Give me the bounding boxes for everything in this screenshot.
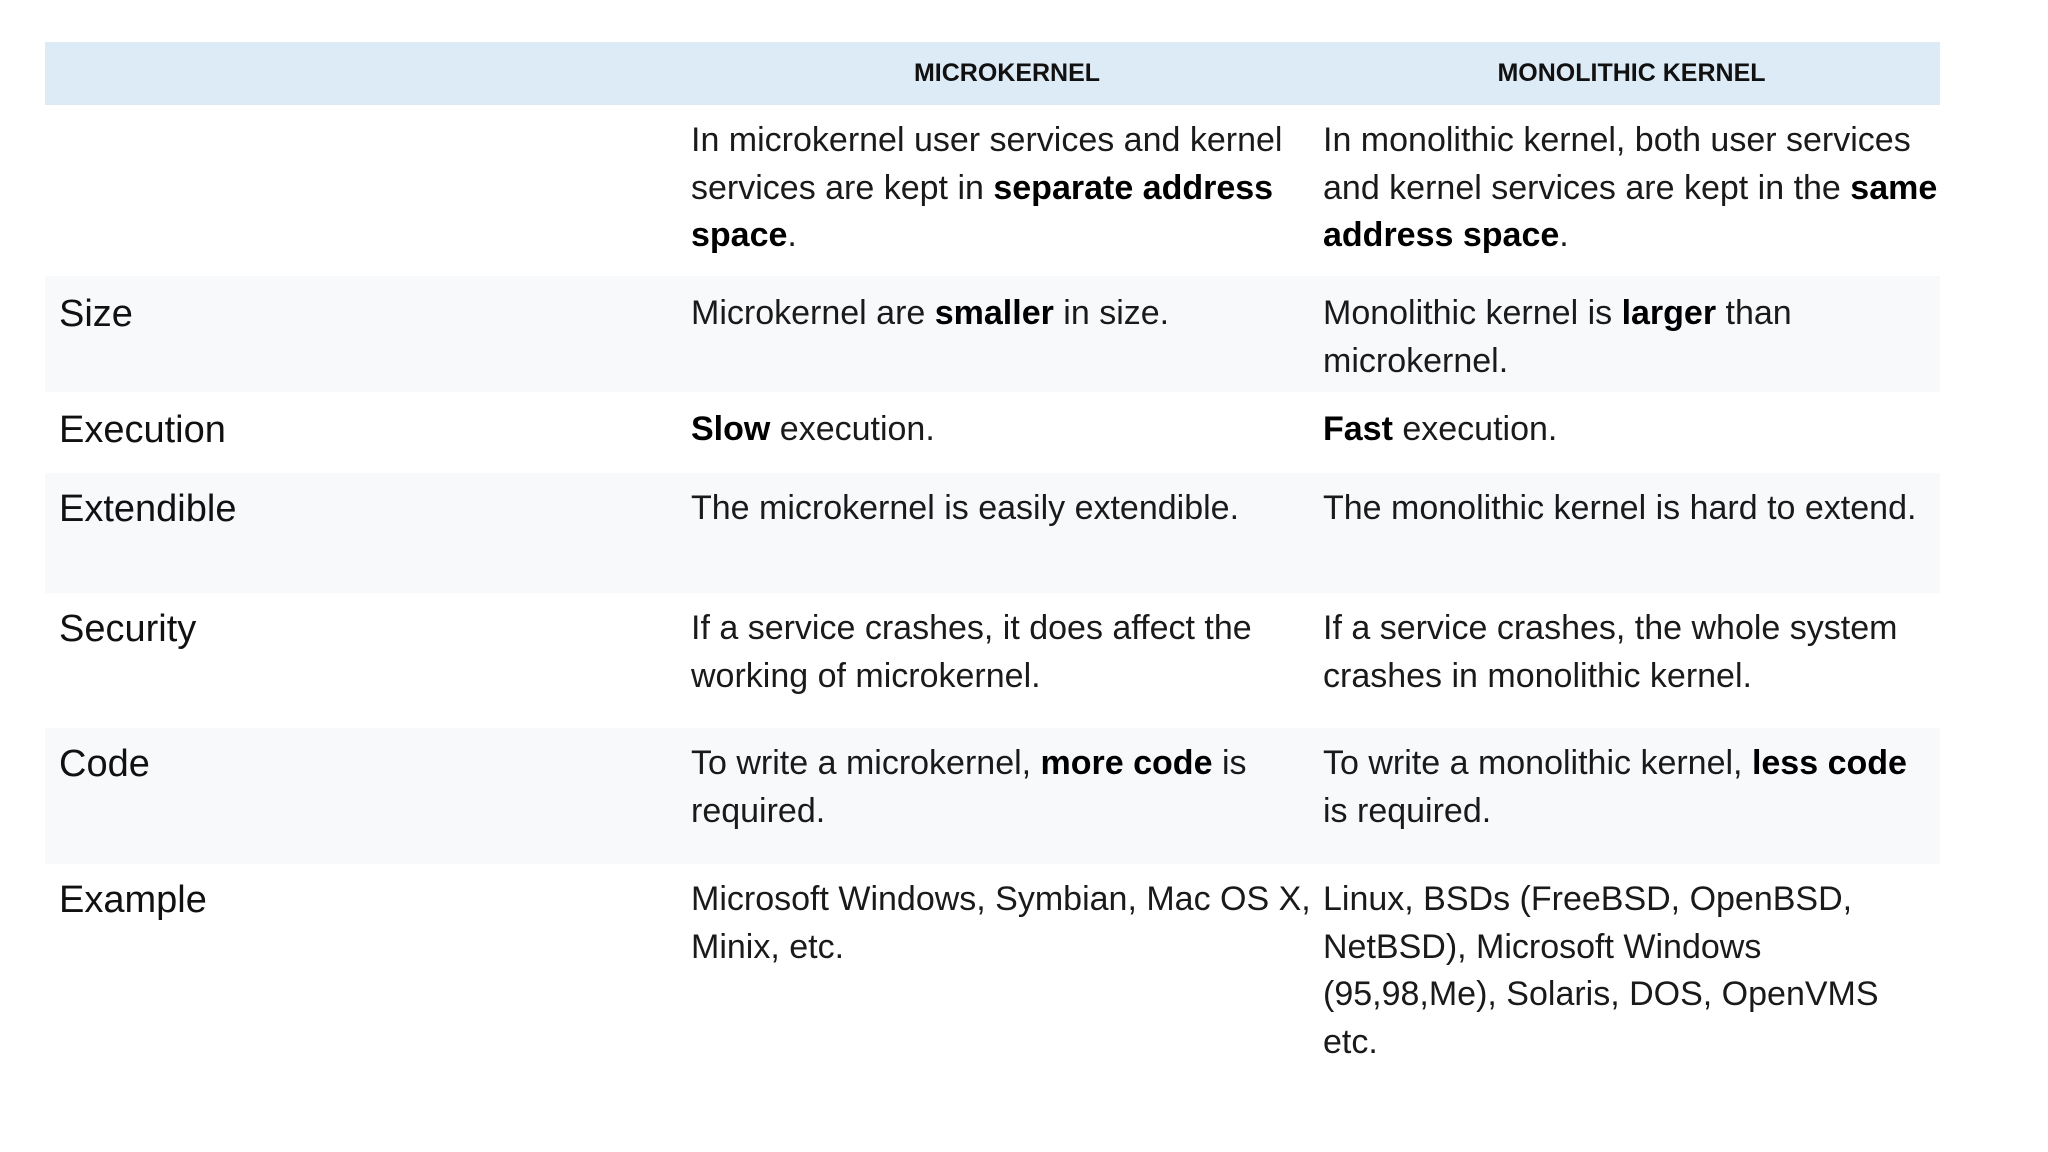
bold-text-run: smaller [934,294,1054,332]
bold-text-run: separate address space [691,168,1274,254]
row-label [45,105,691,117]
text-run: execution. [1392,410,1558,448]
table-row-execution [45,392,1940,473]
table-row-security [45,593,1940,728]
monolithic-cell [1323,593,1940,700]
microkernel-cell [691,276,1323,338]
header-microkernel: MICROKERNEL [913,59,1101,87]
microkernel-cell [691,593,1323,700]
microkernel-cell [691,864,1323,971]
bold-text-run: more code [1040,744,1213,782]
text-run: In monolithic kernel, both user services and kernel services are kept in the [1323,121,1911,207]
text-run: Microsoft Windows, Symbian, Mac OS X, Minix, etc. [691,880,1311,966]
table-header-row [45,42,1940,105]
row-label: Code [59,743,150,785]
text-run: Microkernel are [691,294,935,332]
microkernel-cell [691,728,1323,835]
row-label: Execution [59,409,226,451]
monolithic-cell [1323,105,1940,260]
text-run: To write a microkernel, [691,744,1041,782]
text-run: The monolithic kernel is hard to extend. [1323,489,1917,527]
microkernel-cell [691,105,1323,260]
table-row-address-space [45,105,1940,276]
bold-text-run: larger [1621,294,1717,332]
text-run: execution. [770,410,935,448]
text-run: than microkernel. [1323,294,1792,380]
microkernel-cell [691,392,1323,454]
bold-text-run: Slow [691,410,771,448]
monolithic-cell [1323,864,1940,1066]
text-run: Monolithic kernel is [1323,294,1622,332]
text-run: If a service crashes, it does affect the working of microkernel. [691,609,1252,695]
text-run: . [787,216,797,254]
microkernel-cell [691,473,1323,533]
row-label: Size [59,293,133,335]
text-run: is required. [691,744,1247,830]
bold-text-run: same address space [1323,168,1938,254]
monolithic-cell [1323,276,1940,385]
table-row-extendible [45,473,1940,593]
table-row-example [45,864,1940,1074]
table-row-code [45,728,1940,864]
text-run: If a service crashes, the whole system crashes in monolithic kernel. [1323,609,1898,695]
text-run: is required. [1323,791,1492,830]
text-run: In microkernel user services and kernel services are kept in [691,121,1283,207]
row-label: Security [59,608,197,650]
comparison-table [45,42,1940,1074]
table-row-size [45,276,1940,392]
monolithic-cell [1323,392,1940,454]
header-monolithic-kernel: MONOLITHIC KERNEL [1497,59,1766,87]
monolithic-cell [1323,473,1940,533]
text-run: . [1559,216,1569,254]
monolithic-cell [1323,728,1940,835]
row-label: Example [59,879,207,921]
text-run: The microkernel is easily extendible. [691,489,1240,527]
text-run: Linux, BSDs (FreeBSD, OpenBSD, NetBSD), Microsoft Windows (95,98,Me), Solaris, DOS, OpenVMS etc. [1323,880,1879,1061]
bold-text-run: Fast [1323,410,1393,448]
text-run: To write a monolithic kernel, [1323,744,1752,782]
text-run: in size. [1053,294,1170,332]
row-label: Extendible [59,488,237,530]
bold-text-run: less code [1751,744,1907,782]
